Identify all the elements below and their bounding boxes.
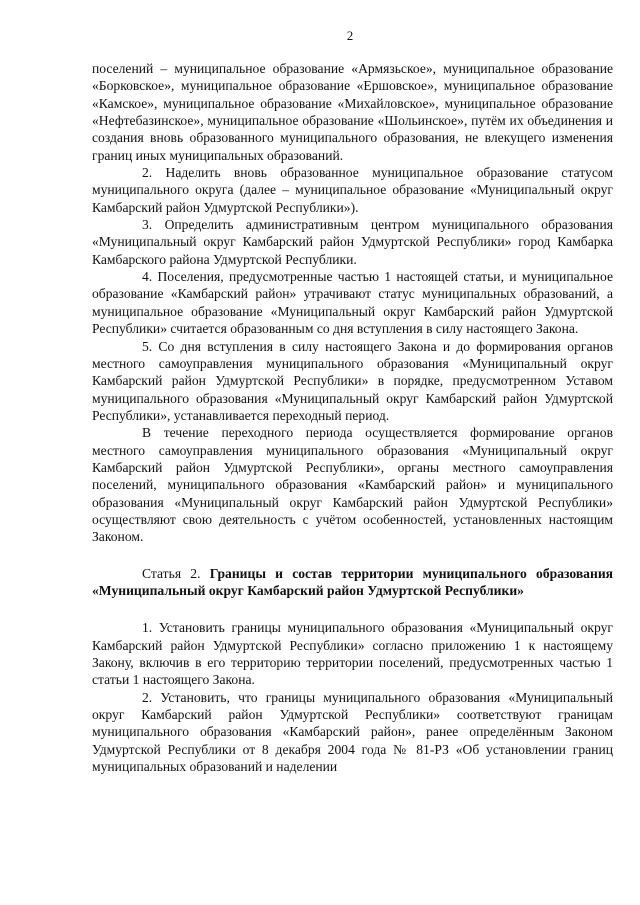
document-body — [92, 60, 613, 775]
paragraph-item-2: 2. Наделить вновь образованное муниципальное образование статусом муниципального округа (далее – муниципальное образование «Муниципальный округ Камбарский район Удмуртской Республики»). — [92, 165, 613, 215]
paragraph-item-4: 4. Поселения, предусмотренные частью 1 настоящей статьи, и муниципальное образование «Камбарский район» утрачивают статус муниципальных образований, а муниципальное образование «Муниципальный округ Камбарский район Удмуртской Республики» считается образованным со дня вступления в силу настоящего Закона. — [92, 269, 613, 337]
paragraph-continuation: поселений – муниципальное образование «Армязьское», муниципальное образование «Борковское», муниципальное образование «Ершовское», муниципальное образование «Камское», муниципальное образование «Михайловское», муниципальное образование «Нефтебазинское», муниципальное образование «Шольинское», путём их объединения и создания вновь образованного муниципального образования, не влекущего изменения границ иных муниципальных образований. — [92, 61, 613, 163]
page-number: 2 — [346, 28, 354, 43]
paragraph-item-3: 3. Определить административным центром муниципального образования «Муниципальный округ Камбарский район Удмуртской Республики» город Камбарка Камбарского района Удмуртской Республики. — [92, 217, 613, 267]
article-2-paragraph-2: 2. Установить, что границы муниципального образования «Муниципальный округ Камбарский район Удмуртской Республики» соответствуют границам муниципального образования «Камбарский район», ранее определённым Законом Удмуртской Республики от 8 декабря 2004 года № 81-РЗ «Об установлении границ муниципальных образований и наделении — [92, 689, 613, 775]
article-2-paragraph-1: 1. Установить границы муниципального образования «Муниципальный округ Камбарский район Удмуртской Республики» согласно приложению 1 к настоящему Закону, включив в его территорию территории поселений, предусмотренных частью 1 статьи 1 настоящего Закона. — [92, 620, 613, 688]
article-2-prefix: Статья 2. — [142, 565, 210, 581]
paragraph-transition-period: В течение переходного периода осуществляется формирование органов местного самоуправления муниципального образования «Муниципальный округ Камбарский район Удмуртской Республики», органы местного самоуправления поселений, муниципального образования «Камбарский район» и муниципального образования «Муниципальный округ Камбарский район Удмуртской Республики» осуществляют свою деятельность с учётом особенностей, установленных настоящим Законом. — [92, 425, 613, 545]
paragraph-item-5: 5. Со дня вступления в силу настоящего Закона и до формирования органов местного самоуправления муниципального образования «Муниципальный округ Камбарский район Удмуртской Республики» в порядке, предусмотренном Уставом муниципального образования «Муниципальный округ Камбарский район Удмуртской Республики», устанавливается переходный период. — [92, 338, 613, 423]
article-2-heading — [92, 565, 613, 600]
article-2-title: Границы и состав территории муниципального образования «Муниципальный округ Камбарский район Удмуртской Республики» — [92, 565, 613, 598]
